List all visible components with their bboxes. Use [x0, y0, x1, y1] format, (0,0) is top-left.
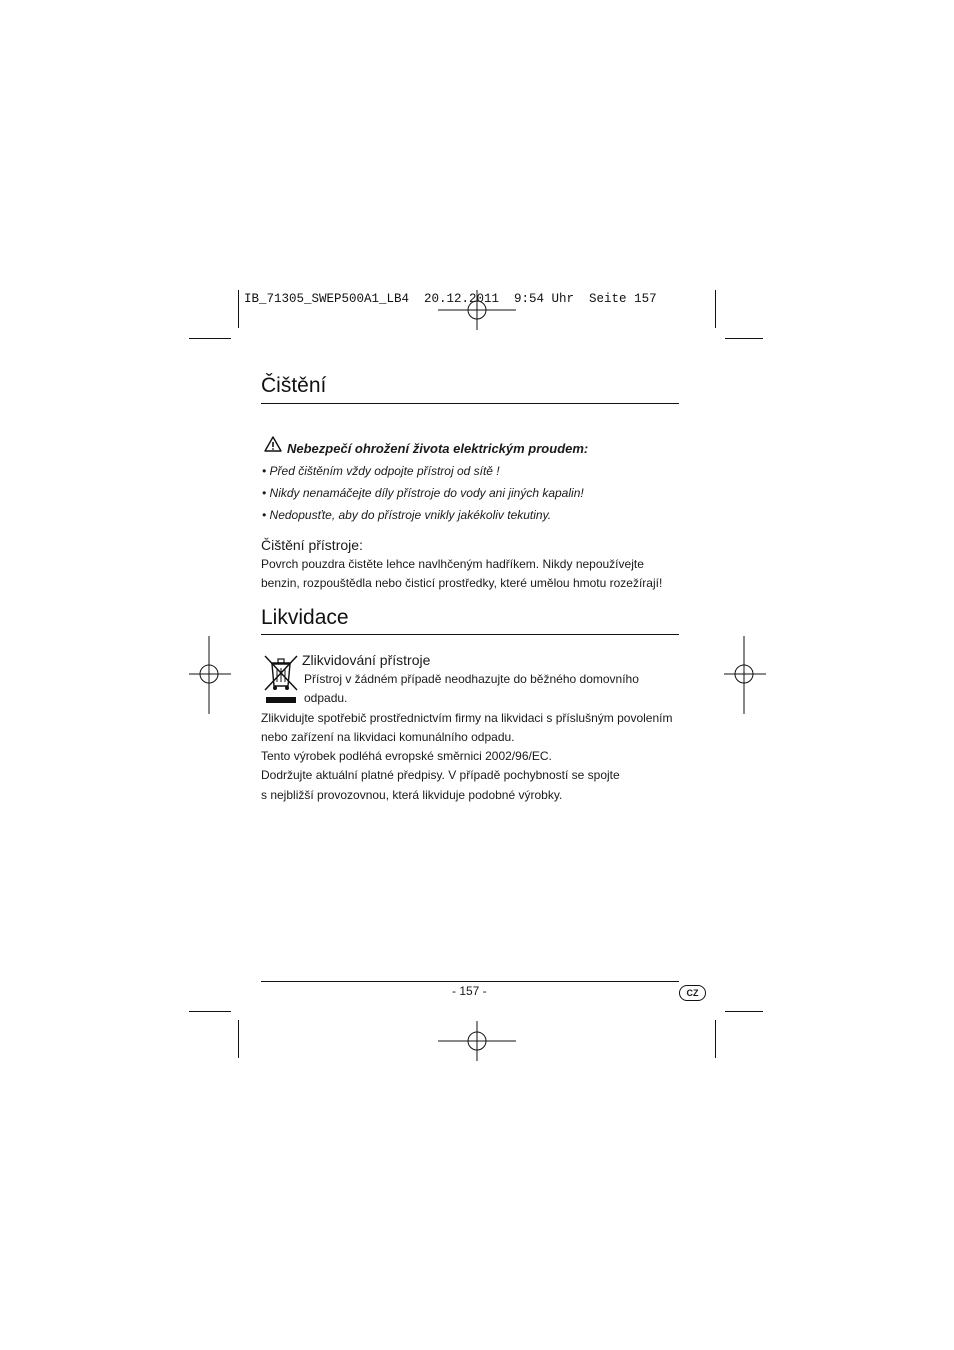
warning-bullet: • Nikdy nenamáčejte díly přístroje do vody ani jiných kapalin! — [262, 486, 584, 500]
body-line: Tento výrobek podléhá evropské směrnici 2002/96/EC. — [261, 749, 552, 763]
section-title-cleaning: Čištění — [261, 374, 327, 397]
subsection-title-device-cleaning: Čištění přístroje: — [261, 537, 363, 553]
warning-bullet: • Před čištěním vždy odpojte přístroj od sítě ! — [262, 464, 500, 478]
registration-mark-icon — [724, 636, 766, 714]
section-divider — [261, 634, 679, 635]
registration-mark-icon — [438, 290, 516, 330]
language-badge: CZ — [679, 985, 706, 1001]
body-line: Dodržujte aktuální platné předpisy. V případě pochybností se spojte — [261, 768, 620, 782]
body-line: nebo zařízení na likvidaci komunálního odpadu. — [261, 730, 515, 744]
warning-bullet: • Nedopusťte, aby do přístroje vnikly jakékoliv tekutiny. — [262, 508, 552, 522]
body-line: odpadu. — [304, 691, 348, 705]
registration-mark-icon — [438, 1021, 516, 1061]
subsection-title-device-disposal: Zlikvidování přístroje — [302, 652, 431, 668]
print-slug: IB_71305_SWEP500A1_LB4 20.12.2011 9:54 Uhr Seite 157 — [244, 292, 657, 306]
body-line: Zlikvidujte spotřebič prostřednictvím firmy na likvidaci s příslušným povolením — [261, 711, 673, 725]
body-line: Přístroj v žádném případě neodhazujte do běžného domovního — [304, 672, 639, 686]
body-line: Povrch pouzdra čistěte lehce navlhčeným hadříkem. Nikdy nepoužívejte — [261, 557, 644, 571]
page-number: - 157 - — [452, 984, 487, 998]
section-title-disposal: Likvidace — [261, 606, 349, 629]
warning-title: Nebezpečí ohrožení života elektrickým proudem: — [287, 441, 589, 456]
body-line: s nejbližší provozovnou, která likviduje podobné výrobky. — [261, 788, 563, 802]
section-divider — [261, 403, 679, 404]
registration-mark-icon — [189, 636, 231, 714]
warning-triangle-icon — [264, 436, 282, 452]
crossed-out-bin-icon — [262, 652, 300, 706]
body-line: benzin, rozpouštědla nebo čisticí prostředky, které umělou hmotu rozežírají! — [261, 576, 663, 590]
footer-divider — [261, 981, 679, 982]
